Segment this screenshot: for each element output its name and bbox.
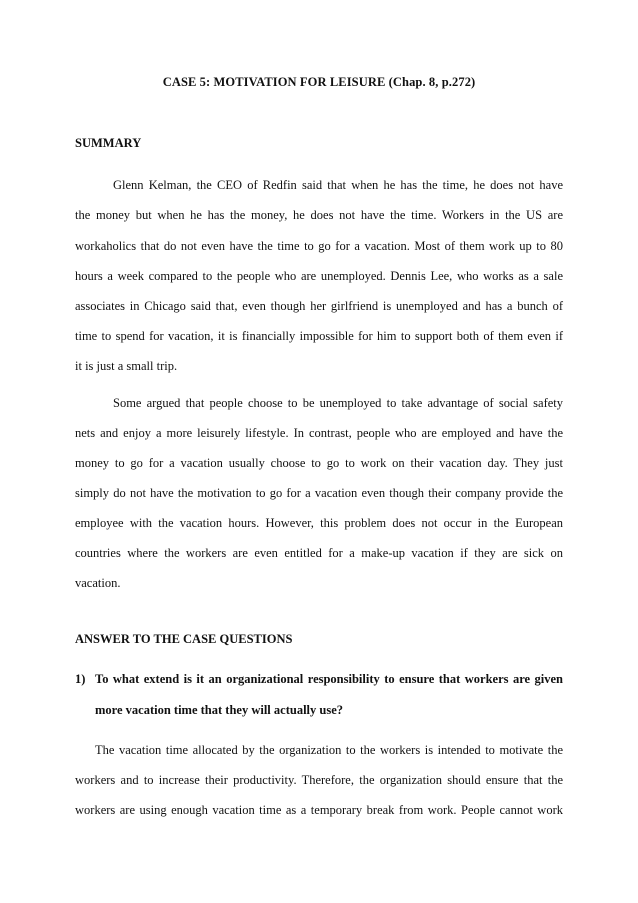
paragraph-line: time to spend for vacation, it is financially impossible for him to support both of them even if: [75, 329, 563, 343]
paragraph-line: workers are using enough vacation time as a temporary break from work. People cannot work: [75, 803, 563, 817]
question-text-line: To what extend is it an organizational responsibility to ensure that workers are given: [95, 672, 563, 686]
paragraph-line: it is just a small trip.: [75, 359, 178, 373]
paragraph-line: workers and to increase their productivity. Therefore, the organization should ensure that the: [75, 773, 563, 787]
paragraph-line: hours a week compared to the people who are unemployed. Dennis Lee, who works as a sale: [75, 269, 563, 283]
paragraph-line: Glenn Kelman, the CEO of Redfin said that when he has the time, he does not have: [113, 178, 563, 192]
paragraph-line: vacation.: [75, 576, 121, 590]
paragraph-line: workaholics that do not even have the time to go for a vacation. Most of them work up to 80: [75, 239, 563, 253]
paragraph-line: employee with the vacation hours. However, this problem does not occur in the European: [75, 516, 563, 530]
paragraph-line: simply do not have the motivation to go for a vacation even though their company provide the: [75, 486, 563, 500]
paragraph-line: nets and enjoy a more leisurely lifestyle. In contrast, people who are employed and have the: [75, 426, 563, 440]
paragraph-line: Some argued that people choose to be unemployed to take advantage of social safety: [113, 396, 563, 410]
paragraph-line: The vacation time allocated by the organization to the workers is intended to motivate the: [95, 743, 563, 757]
paragraph-line: countries where the workers are even entitled for a make-up vacation if they are sick on: [75, 546, 563, 560]
paragraph-line: money to go for a vacation usually choose to go to work on their vacation day. They just: [75, 456, 563, 470]
paragraph-line: associates in Chicago said that, even though her girlfriend is unemployed and has a bunch of: [75, 299, 563, 313]
summary-heading: SUMMARY: [75, 136, 142, 150]
question-text-line: more vacation time that they will actually use?: [95, 703, 343, 717]
case-title: CASE 5: MOTIVATION FOR LEISURE (Chap. 8, p.272): [162, 75, 476, 89]
answers-heading: ANSWER TO THE CASE QUESTIONS: [75, 632, 293, 646]
question-number: 1): [75, 672, 86, 686]
paragraph-line: the money but when he has the money, he does not have the time. Workers in the US are: [75, 208, 563, 222]
